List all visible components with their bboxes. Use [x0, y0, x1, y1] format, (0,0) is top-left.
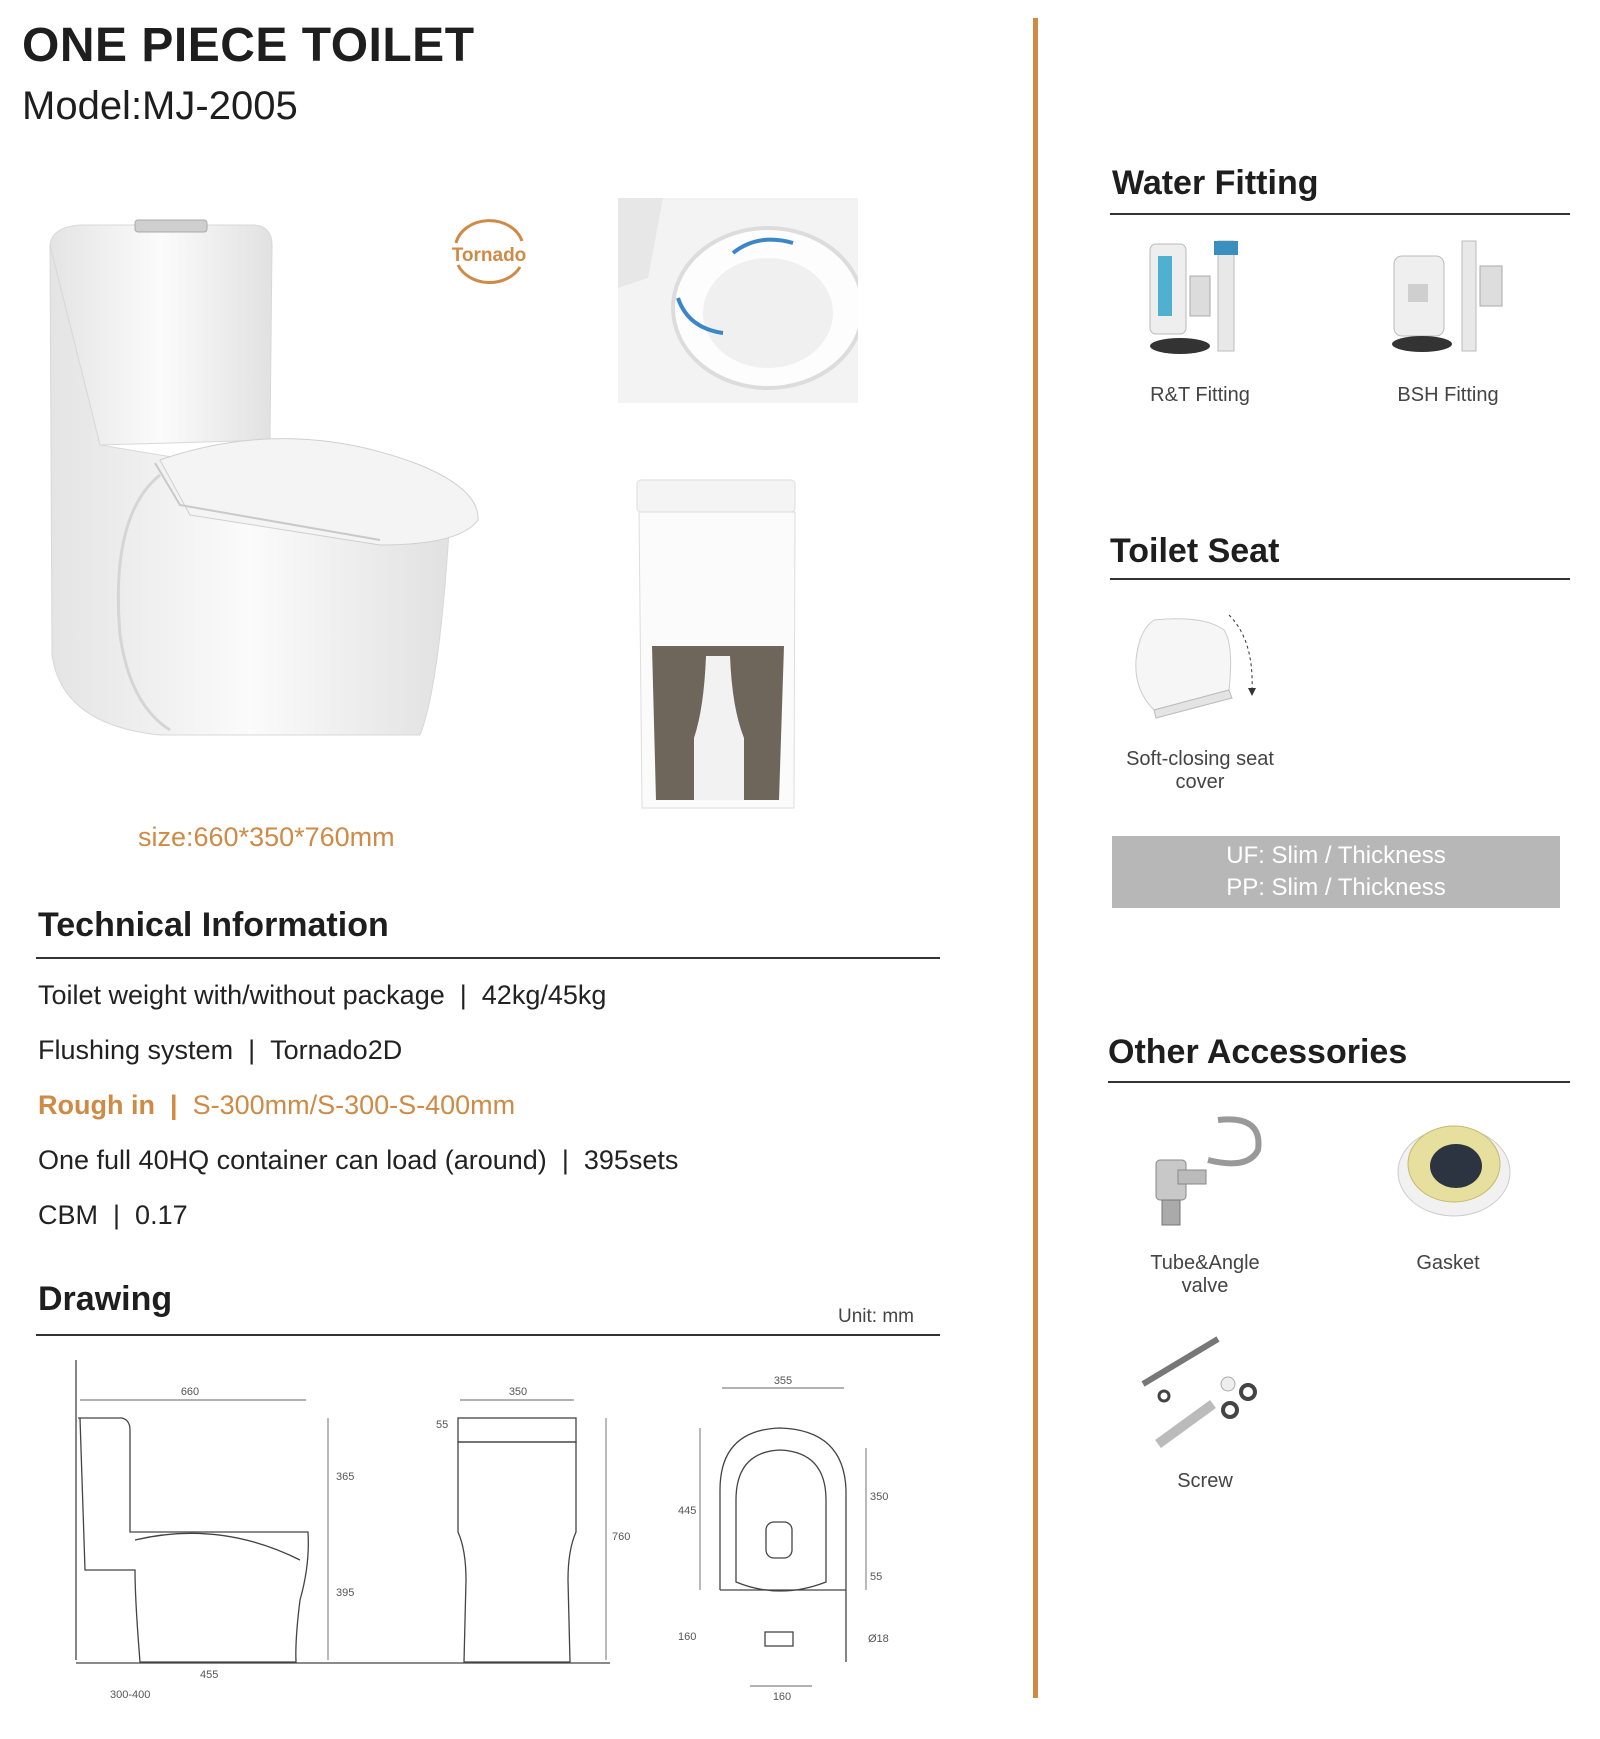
- accessory-label: Screw: [1177, 1470, 1233, 1492]
- gasket-image: [1396, 1112, 1516, 1222]
- spec-flushing: [38, 1035, 402, 1066]
- unit-label: Unit: mm: [838, 1306, 914, 1327]
- seat-options-box: [1112, 836, 1560, 908]
- dim-top-width: 355: [773, 1375, 793, 1387]
- dim-top-bottom: 160: [772, 1691, 792, 1703]
- toilet-product-image: [40, 215, 500, 775]
- spec-weight: [38, 980, 606, 1011]
- dim-front-width: 350: [508, 1386, 528, 1398]
- vertical-divider: [1033, 18, 1038, 1698]
- spec-label: Rough in: [38, 1090, 155, 1120]
- accessory-label-line2: valve: [1181, 1275, 1229, 1297]
- size-note: size:660*350*760mm: [138, 822, 395, 852]
- spec-value: 42kg/45kg: [481, 980, 607, 1010]
- spec-label: CBM: [38, 1200, 98, 1230]
- spec-separator: |: [561, 1145, 569, 1175]
- dim-side-upper: 365: [336, 1471, 355, 1483]
- toilet-seat-rule: [1110, 578, 1570, 580]
- dim-top-bowl: 350: [870, 1491, 889, 1503]
- dim-side-lower: 395: [336, 1587, 355, 1599]
- accessories-rule: [1108, 1081, 1570, 1083]
- technical-drawing: [60, 1350, 920, 1730]
- seat-label-line2: cover: [1175, 771, 1225, 793]
- technical-rule: [36, 957, 940, 959]
- spec-separator: |: [248, 1035, 256, 1065]
- spec-label: Toilet weight with/without package: [38, 980, 445, 1010]
- dim-top-rear: 160: [678, 1631, 697, 1643]
- accessory-label: Gasket: [1416, 1252, 1480, 1274]
- soft-close-seat-image: [1124, 610, 1264, 730]
- spec-value: Tornado2D: [270, 1035, 403, 1065]
- spec-label: One full 40HQ container can load (around): [38, 1145, 547, 1175]
- dim-side-base: 455: [200, 1669, 219, 1681]
- spec-container: [38, 1145, 678, 1176]
- tornado-logo-text: Tornado: [451, 245, 527, 266]
- spec-value: S-300mm/S-300-S-400mm: [192, 1090, 516, 1120]
- dim-front-top: 55: [436, 1419, 449, 1431]
- accessory-label-line1: Tube&Angle: [1150, 1252, 1260, 1274]
- accessories-heading: Other Accessories: [1108, 1033, 1408, 1071]
- drawing-rule: [36, 1334, 940, 1336]
- dim-top-depth: 445: [678, 1505, 697, 1517]
- water-fitting-label: BSH Fitting: [1397, 384, 1499, 406]
- bowl-closeup-image: [618, 198, 858, 403]
- spec-separator: |: [113, 1200, 121, 1230]
- tornado-logo-icon: [444, 213, 534, 293]
- dim-front-height: 760: [612, 1531, 631, 1543]
- rt-fitting-image: [1140, 236, 1270, 364]
- seat-option-uf: UF: Slim / Thickness: [1226, 842, 1446, 869]
- page-title: ONE PIECE TOILET: [22, 19, 475, 72]
- spec-value: 395sets: [583, 1145, 679, 1175]
- dim-top-offset: 55: [870, 1571, 883, 1583]
- water-fitting-rule: [1110, 213, 1570, 215]
- water-fitting-heading: Water Fitting: [1112, 164, 1319, 202]
- tube-angle-valve-image: [1148, 1110, 1268, 1235]
- dim-side-width: 660: [180, 1386, 200, 1398]
- drawing-heading: Drawing: [38, 1280, 173, 1318]
- seat-label: [1110, 748, 1290, 794]
- spec-cbm: [38, 1200, 188, 1231]
- water-fitting-label: R&T Fitting: [1150, 384, 1250, 406]
- spec-value: 0.17: [135, 1200, 188, 1230]
- rear-view-image: [634, 478, 800, 814]
- technical-heading: Technical Information: [38, 906, 389, 944]
- seat-label-line1: Soft-closing seat: [1126, 748, 1274, 770]
- dim-side-rough: 300-400: [110, 1689, 151, 1701]
- model-number: Model:MJ-2005: [22, 84, 298, 128]
- dim-top-hole: Ø18: [868, 1633, 889, 1645]
- spec-rough-in: [38, 1090, 515, 1121]
- accessory-label: [1120, 1252, 1290, 1298]
- screw-image: [1138, 1334, 1268, 1454]
- toilet-seat-heading: Toilet Seat: [1110, 532, 1280, 570]
- bsh-fitting-image: [1384, 236, 1514, 364]
- spec-separator: |: [169, 1090, 178, 1120]
- seat-option-pp: PP: Slim / Thickness: [1226, 874, 1446, 901]
- spec-label: Flushing system: [38, 1035, 234, 1065]
- spec-separator: |: [459, 980, 467, 1010]
